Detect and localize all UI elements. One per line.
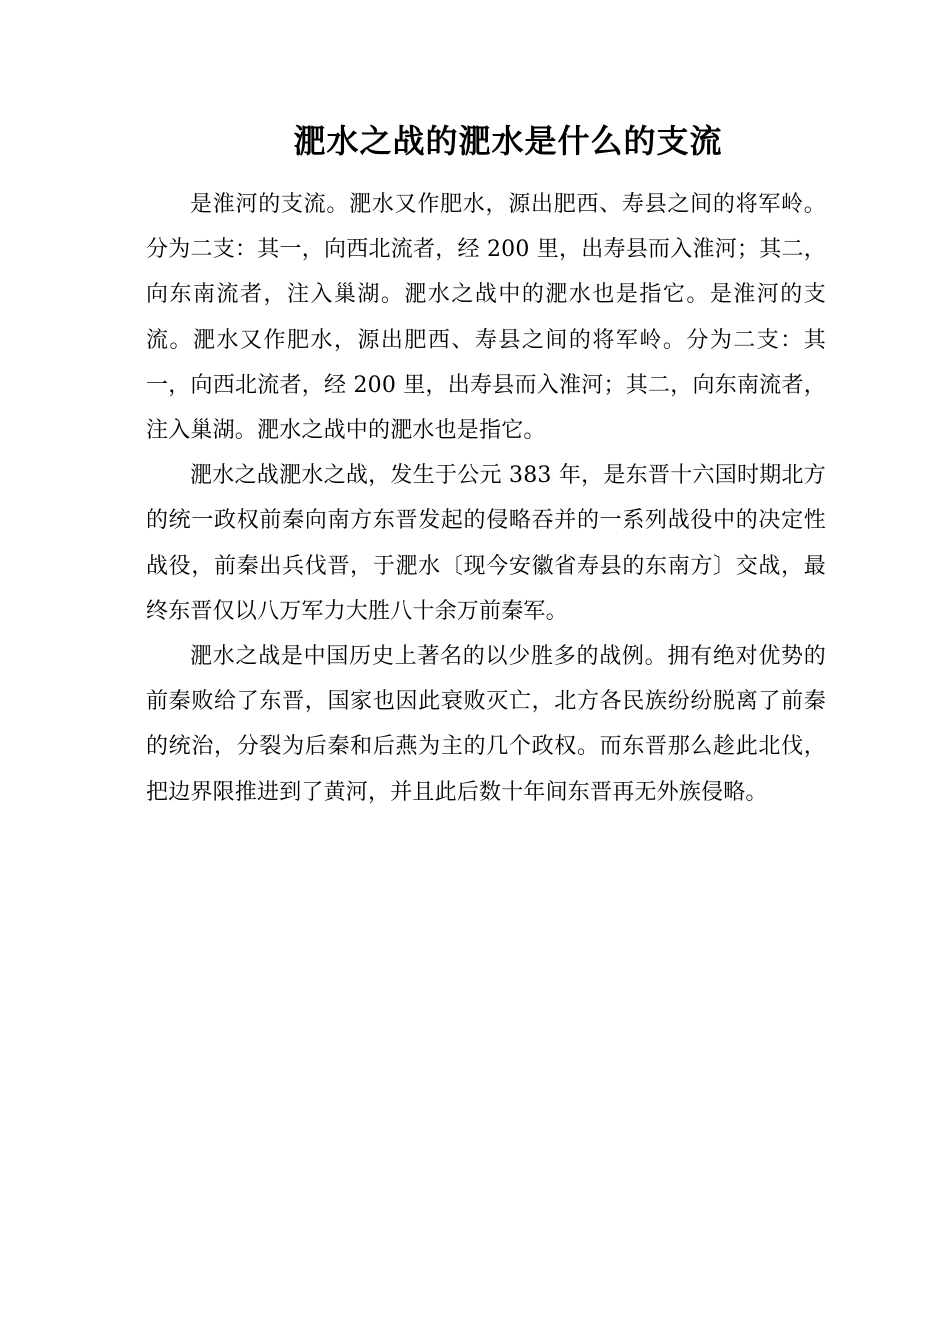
document-body: [146, 182, 826, 815]
document-title: 淝水之战的淝水是什么的支流: [293, 122, 723, 160]
paragraph-3: 淝水之战是中国历史上著名的以少胜多的战例。拥有绝对优势的前秦败给了东晋，国家也因此衰败灭亡，北方各民族纷纷脱离了前秦的统治，分裂为后秦和后燕为主的几个政权。而东晋那么趁此北伐，把边界限推进到了黄河，并且此后数十年间东晋再无外族侵略。: [146, 644, 826, 805]
paragraph-1: 是淮河的支流。淝水又作肥水，源出肥西、寿县之间的将军岭。分为二支：其一，向西北流者，经 200 里，出寿县而入淮河；其二，向东南流者，注入巢湖。淝水之战中的淝水也是指它。是淮河的支流。淝水又作肥水，源出肥西、寿县之间的将军岭。分为二支：其一，向西北流者，经 200 里，出寿县而入淮河；其二，向东南流者，注入巢湖。淝水之战中的淝水也是指它。: [146, 192, 826, 444]
paragraph-2: 淝水之战淝水之战，发生于公元 383 年，是东晋十六国时期北方的统一政权前秦向南方东晋发起的侵略吞并的一系列战役中的决定性战役，前秦出兵伐晋，于淝水〔现今安徽省寿县的东南方〕交战，最终东晋仅以八万军力大胜八十余万前秦军。: [146, 463, 826, 624]
